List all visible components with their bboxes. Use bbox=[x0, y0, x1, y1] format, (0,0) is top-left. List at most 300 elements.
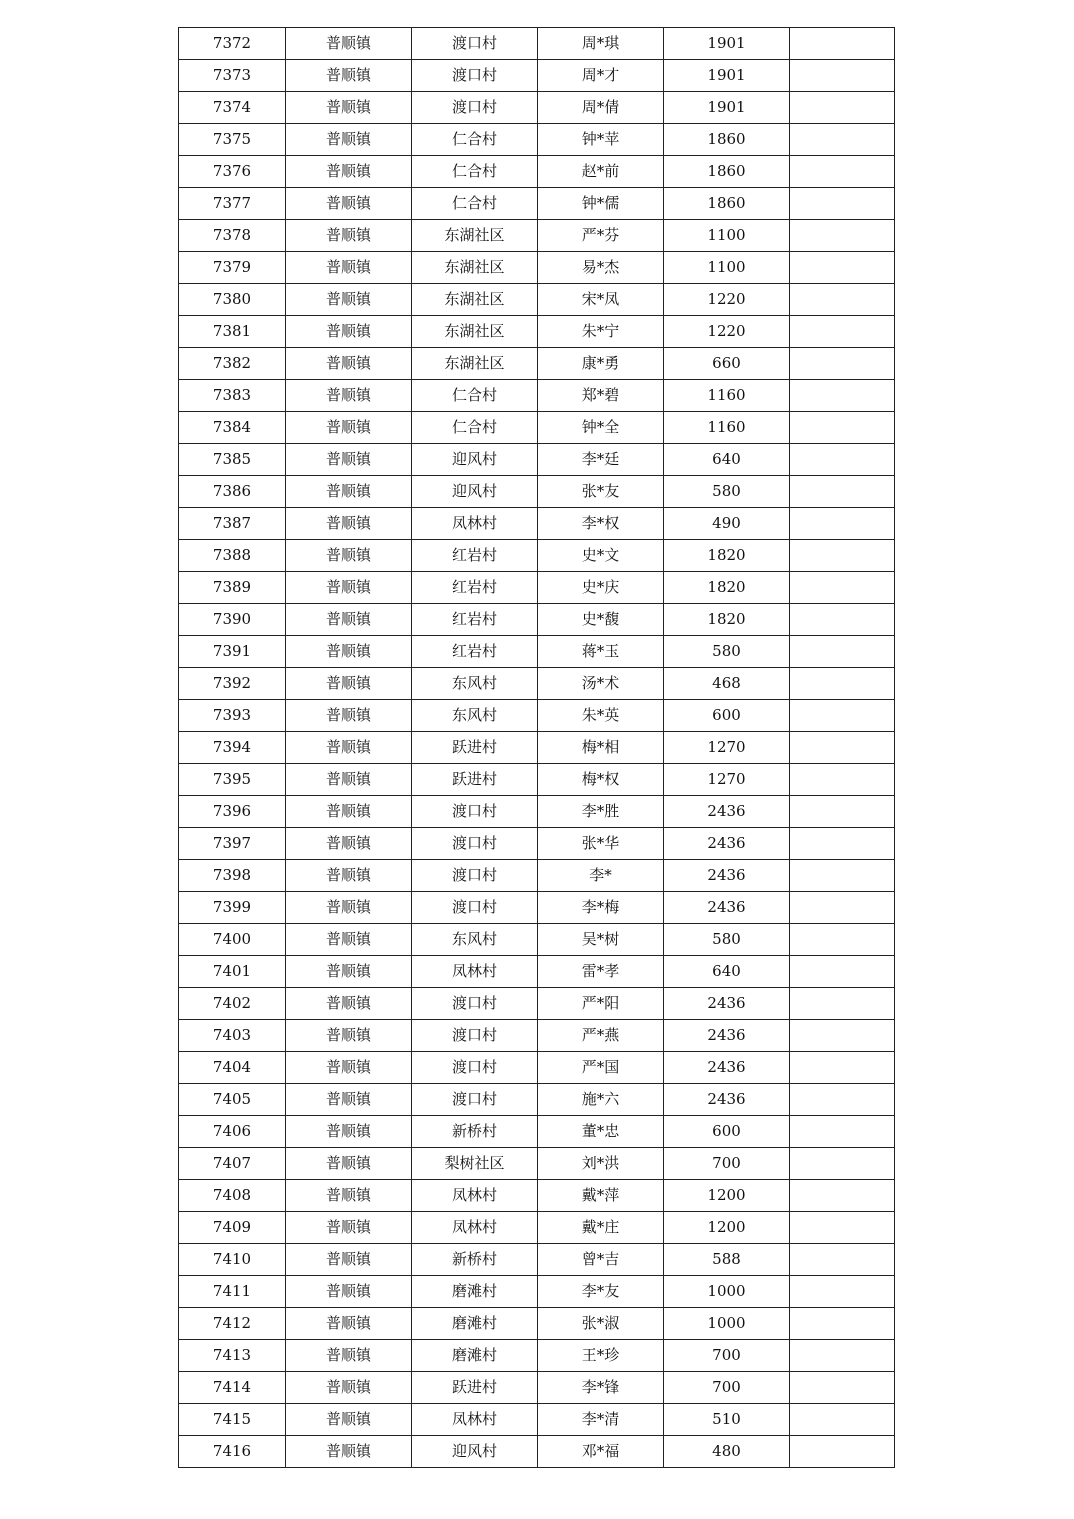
cell-serial-number: 7410 bbox=[179, 1244, 286, 1276]
table-row bbox=[179, 1148, 895, 1180]
table-row bbox=[179, 188, 895, 220]
cell-remark bbox=[790, 380, 895, 412]
cell-remark bbox=[790, 540, 895, 572]
cell-remark bbox=[790, 1244, 895, 1276]
cell-remark bbox=[790, 668, 895, 700]
cell-village: 新桥村 bbox=[412, 1116, 538, 1148]
table-row bbox=[179, 1436, 895, 1468]
cell-serial-number: 7373 bbox=[179, 60, 286, 92]
cell-serial-number: 7401 bbox=[179, 956, 286, 988]
table-row bbox=[179, 1276, 895, 1308]
table-row bbox=[179, 1180, 895, 1212]
table-row bbox=[179, 668, 895, 700]
cell-amount: 1901 bbox=[664, 92, 790, 124]
cell-serial-number: 7372 bbox=[179, 28, 286, 60]
cell-name: 周*才 bbox=[538, 60, 664, 92]
cell-town: 普顺镇 bbox=[286, 1212, 412, 1244]
cell-name: 易*杰 bbox=[538, 252, 664, 284]
cell-town: 普顺镇 bbox=[286, 220, 412, 252]
cell-amount: 1860 bbox=[664, 188, 790, 220]
cell-amount: 1270 bbox=[664, 732, 790, 764]
cell-serial-number: 7384 bbox=[179, 412, 286, 444]
table-row bbox=[179, 476, 895, 508]
cell-village: 东湖社区 bbox=[412, 316, 538, 348]
cell-remark bbox=[790, 604, 895, 636]
cell-serial-number: 7394 bbox=[179, 732, 286, 764]
cell-name: 郑*碧 bbox=[538, 380, 664, 412]
cell-remark bbox=[790, 572, 895, 604]
cell-amount: 1160 bbox=[664, 412, 790, 444]
cell-remark bbox=[790, 988, 895, 1020]
cell-serial-number: 7376 bbox=[179, 156, 286, 188]
cell-amount: 1000 bbox=[664, 1276, 790, 1308]
cell-village: 渡口村 bbox=[412, 796, 538, 828]
cell-village: 跃进村 bbox=[412, 764, 538, 796]
table-row bbox=[179, 540, 895, 572]
cell-village: 仁合村 bbox=[412, 156, 538, 188]
cell-remark bbox=[790, 220, 895, 252]
cell-name: 雷*孝 bbox=[538, 956, 664, 988]
cell-remark bbox=[790, 892, 895, 924]
cell-serial-number: 7395 bbox=[179, 764, 286, 796]
cell-town: 普顺镇 bbox=[286, 348, 412, 380]
cell-remark bbox=[790, 476, 895, 508]
cell-town: 普顺镇 bbox=[286, 732, 412, 764]
cell-town: 普顺镇 bbox=[286, 796, 412, 828]
cell-village: 渡口村 bbox=[412, 892, 538, 924]
cell-serial-number: 7411 bbox=[179, 1276, 286, 1308]
cell-remark bbox=[790, 764, 895, 796]
table-row bbox=[179, 732, 895, 764]
cell-amount: 2436 bbox=[664, 1052, 790, 1084]
cell-serial-number: 7402 bbox=[179, 988, 286, 1020]
cell-remark bbox=[790, 1180, 895, 1212]
cell-serial-number: 7388 bbox=[179, 540, 286, 572]
cell-name: 周*倩 bbox=[538, 92, 664, 124]
cell-amount: 1901 bbox=[664, 28, 790, 60]
cell-serial-number: 7393 bbox=[179, 700, 286, 732]
cell-name: 周*琪 bbox=[538, 28, 664, 60]
cell-village: 东湖社区 bbox=[412, 252, 538, 284]
cell-town: 普顺镇 bbox=[286, 444, 412, 476]
cell-town: 普顺镇 bbox=[286, 604, 412, 636]
cell-remark bbox=[790, 28, 895, 60]
table-row bbox=[179, 124, 895, 156]
cell-name: 张*友 bbox=[538, 476, 664, 508]
cell-remark bbox=[790, 508, 895, 540]
cell-town: 普顺镇 bbox=[286, 1308, 412, 1340]
cell-name: 刘*洪 bbox=[538, 1148, 664, 1180]
cell-amount: 2436 bbox=[664, 892, 790, 924]
cell-serial-number: 7416 bbox=[179, 1436, 286, 1468]
cell-amount: 1220 bbox=[664, 316, 790, 348]
cell-amount: 580 bbox=[664, 636, 790, 668]
cell-town: 普顺镇 bbox=[286, 1084, 412, 1116]
cell-amount: 1860 bbox=[664, 124, 790, 156]
cell-village: 跃进村 bbox=[412, 732, 538, 764]
cell-name: 钟*全 bbox=[538, 412, 664, 444]
cell-amount: 510 bbox=[664, 1404, 790, 1436]
table-row bbox=[179, 860, 895, 892]
cell-village: 迎风村 bbox=[412, 444, 538, 476]
cell-village: 迎风村 bbox=[412, 1436, 538, 1468]
cell-village: 红岩村 bbox=[412, 572, 538, 604]
table-row bbox=[179, 348, 895, 380]
cell-name: 史*庆 bbox=[538, 572, 664, 604]
table-row bbox=[179, 508, 895, 540]
cell-serial-number: 7399 bbox=[179, 892, 286, 924]
cell-amount: 1000 bbox=[664, 1308, 790, 1340]
cell-serial-number: 7382 bbox=[179, 348, 286, 380]
cell-village: 新桥村 bbox=[412, 1244, 538, 1276]
cell-name: 李*梅 bbox=[538, 892, 664, 924]
table-row bbox=[179, 988, 895, 1020]
cell-town: 普顺镇 bbox=[286, 636, 412, 668]
cell-village: 仁合村 bbox=[412, 380, 538, 412]
cell-town: 普顺镇 bbox=[286, 1340, 412, 1372]
table-row bbox=[179, 284, 895, 316]
cell-village: 渡口村 bbox=[412, 60, 538, 92]
cell-remark bbox=[790, 60, 895, 92]
cell-village: 梨树社区 bbox=[412, 1148, 538, 1180]
cell-amount: 1200 bbox=[664, 1212, 790, 1244]
cell-name: 梅*相 bbox=[538, 732, 664, 764]
table-row bbox=[179, 1404, 895, 1436]
cell-village: 仁合村 bbox=[412, 412, 538, 444]
cell-remark bbox=[790, 412, 895, 444]
cell-amount: 640 bbox=[664, 956, 790, 988]
cell-serial-number: 7415 bbox=[179, 1404, 286, 1436]
cell-town: 普顺镇 bbox=[286, 1372, 412, 1404]
cell-remark bbox=[790, 444, 895, 476]
cell-name: 李*清 bbox=[538, 1404, 664, 1436]
cell-name: 钟*苹 bbox=[538, 124, 664, 156]
cell-serial-number: 7390 bbox=[179, 604, 286, 636]
cell-amount: 2436 bbox=[664, 860, 790, 892]
cell-village: 东风村 bbox=[412, 700, 538, 732]
cell-remark bbox=[790, 1148, 895, 1180]
table-row bbox=[179, 1020, 895, 1052]
cell-serial-number: 7397 bbox=[179, 828, 286, 860]
cell-town: 普顺镇 bbox=[286, 956, 412, 988]
cell-town: 普顺镇 bbox=[286, 1148, 412, 1180]
cell-town: 普顺镇 bbox=[286, 860, 412, 892]
cell-amount: 660 bbox=[664, 348, 790, 380]
cell-name: 朱*宁 bbox=[538, 316, 664, 348]
cell-remark bbox=[790, 124, 895, 156]
cell-name: 李*友 bbox=[538, 1276, 664, 1308]
cell-amount: 1820 bbox=[664, 572, 790, 604]
cell-amount: 1270 bbox=[664, 764, 790, 796]
cell-serial-number: 7408 bbox=[179, 1180, 286, 1212]
cell-name: 李*权 bbox=[538, 508, 664, 540]
cell-town: 普顺镇 bbox=[286, 60, 412, 92]
cell-remark bbox=[790, 284, 895, 316]
cell-amount: 2436 bbox=[664, 796, 790, 828]
cell-village: 东湖社区 bbox=[412, 348, 538, 380]
table-row bbox=[179, 156, 895, 188]
cell-village: 渡口村 bbox=[412, 860, 538, 892]
cell-amount: 700 bbox=[664, 1148, 790, 1180]
cell-serial-number: 7413 bbox=[179, 1340, 286, 1372]
cell-serial-number: 7403 bbox=[179, 1020, 286, 1052]
data-table bbox=[178, 27, 895, 1468]
cell-remark bbox=[790, 92, 895, 124]
cell-amount: 1160 bbox=[664, 380, 790, 412]
table-row bbox=[179, 380, 895, 412]
table-row bbox=[179, 220, 895, 252]
cell-amount: 1220 bbox=[664, 284, 790, 316]
cell-name: 汤*术 bbox=[538, 668, 664, 700]
table-row bbox=[179, 316, 895, 348]
cell-village: 红岩村 bbox=[412, 636, 538, 668]
cell-village: 凤林村 bbox=[412, 956, 538, 988]
cell-amount: 700 bbox=[664, 1372, 790, 1404]
cell-name: 王*珍 bbox=[538, 1340, 664, 1372]
cell-name: 李*廷 bbox=[538, 444, 664, 476]
cell-town: 普顺镇 bbox=[286, 1244, 412, 1276]
cell-amount: 490 bbox=[664, 508, 790, 540]
cell-name: 史*馥 bbox=[538, 604, 664, 636]
table-row bbox=[179, 92, 895, 124]
cell-serial-number: 7398 bbox=[179, 860, 286, 892]
cell-name: 严*阳 bbox=[538, 988, 664, 1020]
cell-town: 普顺镇 bbox=[286, 1404, 412, 1436]
cell-village: 东风村 bbox=[412, 924, 538, 956]
cell-town: 普顺镇 bbox=[286, 540, 412, 572]
cell-village: 仁合村 bbox=[412, 124, 538, 156]
cell-amount: 1100 bbox=[664, 252, 790, 284]
cell-town: 普顺镇 bbox=[286, 988, 412, 1020]
table-row bbox=[179, 444, 895, 476]
cell-serial-number: 7405 bbox=[179, 1084, 286, 1116]
cell-town: 普顺镇 bbox=[286, 892, 412, 924]
cell-serial-number: 7386 bbox=[179, 476, 286, 508]
cell-village: 磨滩村 bbox=[412, 1340, 538, 1372]
table-row bbox=[179, 1052, 895, 1084]
cell-remark bbox=[790, 1084, 895, 1116]
cell-name: 施*六 bbox=[538, 1084, 664, 1116]
cell-village: 渡口村 bbox=[412, 988, 538, 1020]
cell-town: 普顺镇 bbox=[286, 28, 412, 60]
cell-serial-number: 7392 bbox=[179, 668, 286, 700]
cell-town: 普顺镇 bbox=[286, 1180, 412, 1212]
cell-serial-number: 7381 bbox=[179, 316, 286, 348]
table-row bbox=[179, 1372, 895, 1404]
table-row bbox=[179, 604, 895, 636]
cell-name: 董*忠 bbox=[538, 1116, 664, 1148]
cell-serial-number: 7375 bbox=[179, 124, 286, 156]
cell-village: 东湖社区 bbox=[412, 284, 538, 316]
cell-serial-number: 7380 bbox=[179, 284, 286, 316]
cell-town: 普顺镇 bbox=[286, 1436, 412, 1468]
cell-name: 宋*凤 bbox=[538, 284, 664, 316]
cell-remark bbox=[790, 1372, 895, 1404]
cell-remark bbox=[790, 860, 895, 892]
cell-serial-number: 7396 bbox=[179, 796, 286, 828]
cell-amount: 1100 bbox=[664, 220, 790, 252]
cell-amount: 2436 bbox=[664, 1084, 790, 1116]
cell-town: 普顺镇 bbox=[286, 1276, 412, 1308]
cell-amount: 588 bbox=[664, 1244, 790, 1276]
cell-remark bbox=[790, 1404, 895, 1436]
cell-name: 严*燕 bbox=[538, 1020, 664, 1052]
cell-serial-number: 7407 bbox=[179, 1148, 286, 1180]
cell-village: 凤林村 bbox=[412, 1404, 538, 1436]
cell-name: 赵*前 bbox=[538, 156, 664, 188]
cell-amount: 468 bbox=[664, 668, 790, 700]
cell-serial-number: 7379 bbox=[179, 252, 286, 284]
cell-remark bbox=[790, 1212, 895, 1244]
cell-village: 渡口村 bbox=[412, 28, 538, 60]
cell-remark bbox=[790, 636, 895, 668]
cell-town: 普顺镇 bbox=[286, 156, 412, 188]
cell-town: 普顺镇 bbox=[286, 92, 412, 124]
cell-serial-number: 7409 bbox=[179, 1212, 286, 1244]
table-row bbox=[179, 252, 895, 284]
cell-amount: 480 bbox=[664, 1436, 790, 1468]
table-row bbox=[179, 1308, 895, 1340]
cell-serial-number: 7414 bbox=[179, 1372, 286, 1404]
cell-village: 红岩村 bbox=[412, 540, 538, 572]
cell-serial-number: 7378 bbox=[179, 220, 286, 252]
cell-serial-number: 7385 bbox=[179, 444, 286, 476]
cell-name: 曾*吉 bbox=[538, 1244, 664, 1276]
cell-town: 普顺镇 bbox=[286, 476, 412, 508]
cell-name: 李* bbox=[538, 860, 664, 892]
cell-serial-number: 7391 bbox=[179, 636, 286, 668]
cell-amount: 2436 bbox=[664, 988, 790, 1020]
cell-remark bbox=[790, 796, 895, 828]
cell-village: 凤林村 bbox=[412, 508, 538, 540]
cell-amount: 2436 bbox=[664, 1020, 790, 1052]
cell-remark bbox=[790, 1276, 895, 1308]
cell-village: 迎风村 bbox=[412, 476, 538, 508]
cell-amount: 580 bbox=[664, 476, 790, 508]
table-row bbox=[179, 636, 895, 668]
cell-name: 邓*福 bbox=[538, 1436, 664, 1468]
cell-village: 仁合村 bbox=[412, 188, 538, 220]
table-row bbox=[179, 892, 895, 924]
cell-serial-number: 7406 bbox=[179, 1116, 286, 1148]
cell-town: 普顺镇 bbox=[286, 572, 412, 604]
cell-town: 普顺镇 bbox=[286, 1116, 412, 1148]
cell-remark bbox=[790, 924, 895, 956]
cell-remark bbox=[790, 1436, 895, 1468]
table-row bbox=[179, 28, 895, 60]
cell-name: 张*华 bbox=[538, 828, 664, 860]
cell-village: 跃进村 bbox=[412, 1372, 538, 1404]
cell-serial-number: 7374 bbox=[179, 92, 286, 124]
cell-name: 戴*萍 bbox=[538, 1180, 664, 1212]
cell-name: 康*勇 bbox=[538, 348, 664, 380]
cell-amount: 600 bbox=[664, 1116, 790, 1148]
cell-village: 渡口村 bbox=[412, 1020, 538, 1052]
cell-serial-number: 7377 bbox=[179, 188, 286, 220]
cell-amount: 1901 bbox=[664, 60, 790, 92]
cell-town: 普顺镇 bbox=[286, 924, 412, 956]
cell-town: 普顺镇 bbox=[286, 764, 412, 796]
table-row bbox=[179, 924, 895, 956]
cell-village: 磨滩村 bbox=[412, 1276, 538, 1308]
cell-town: 普顺镇 bbox=[286, 508, 412, 540]
cell-town: 普顺镇 bbox=[286, 188, 412, 220]
cell-amount: 1820 bbox=[664, 604, 790, 636]
cell-village: 渡口村 bbox=[412, 1084, 538, 1116]
cell-name: 史*文 bbox=[538, 540, 664, 572]
cell-village: 红岩村 bbox=[412, 604, 538, 636]
cell-name: 张*淑 bbox=[538, 1308, 664, 1340]
cell-serial-number: 7404 bbox=[179, 1052, 286, 1084]
table-row bbox=[179, 1244, 895, 1276]
table-row bbox=[179, 1116, 895, 1148]
cell-amount: 1200 bbox=[664, 1180, 790, 1212]
table-body bbox=[179, 28, 895, 1468]
cell-name: 蒋*玉 bbox=[538, 636, 664, 668]
table-row bbox=[179, 828, 895, 860]
cell-remark bbox=[790, 732, 895, 764]
cell-village: 磨滩村 bbox=[412, 1308, 538, 1340]
cell-amount: 2436 bbox=[664, 828, 790, 860]
cell-village: 东湖社区 bbox=[412, 220, 538, 252]
cell-name: 严*国 bbox=[538, 1052, 664, 1084]
cell-name: 梅*权 bbox=[538, 764, 664, 796]
cell-amount: 1820 bbox=[664, 540, 790, 572]
cell-town: 普顺镇 bbox=[286, 124, 412, 156]
cell-town: 普顺镇 bbox=[286, 1020, 412, 1052]
table-row bbox=[179, 700, 895, 732]
cell-remark bbox=[790, 700, 895, 732]
cell-village: 渡口村 bbox=[412, 828, 538, 860]
cell-remark bbox=[790, 252, 895, 284]
table-row bbox=[179, 1212, 895, 1244]
cell-village: 凤林村 bbox=[412, 1180, 538, 1212]
cell-name: 朱*英 bbox=[538, 700, 664, 732]
cell-remark bbox=[790, 1340, 895, 1372]
cell-remark bbox=[790, 1308, 895, 1340]
cell-remark bbox=[790, 188, 895, 220]
cell-town: 普顺镇 bbox=[286, 828, 412, 860]
table-row bbox=[179, 796, 895, 828]
cell-town: 普顺镇 bbox=[286, 700, 412, 732]
cell-remark bbox=[790, 348, 895, 380]
cell-remark bbox=[790, 1020, 895, 1052]
cell-town: 普顺镇 bbox=[286, 1052, 412, 1084]
table-row bbox=[179, 1084, 895, 1116]
cell-town: 普顺镇 bbox=[286, 412, 412, 444]
cell-serial-number: 7383 bbox=[179, 380, 286, 412]
table-row bbox=[179, 572, 895, 604]
cell-amount: 1860 bbox=[664, 156, 790, 188]
cell-village: 渡口村 bbox=[412, 92, 538, 124]
cell-name: 严*芬 bbox=[538, 220, 664, 252]
cell-name: 钟*儒 bbox=[538, 188, 664, 220]
cell-remark bbox=[790, 1116, 895, 1148]
cell-remark bbox=[790, 1052, 895, 1084]
cell-town: 普顺镇 bbox=[286, 284, 412, 316]
cell-amount: 640 bbox=[664, 444, 790, 476]
cell-serial-number: 7400 bbox=[179, 924, 286, 956]
cell-town: 普顺镇 bbox=[286, 316, 412, 348]
cell-serial-number: 7387 bbox=[179, 508, 286, 540]
cell-amount: 580 bbox=[664, 924, 790, 956]
cell-name: 李*锋 bbox=[538, 1372, 664, 1404]
cell-serial-number: 7389 bbox=[179, 572, 286, 604]
cell-serial-number: 7412 bbox=[179, 1308, 286, 1340]
cell-village: 凤林村 bbox=[412, 1212, 538, 1244]
cell-name: 李*胜 bbox=[538, 796, 664, 828]
cell-amount: 700 bbox=[664, 1340, 790, 1372]
